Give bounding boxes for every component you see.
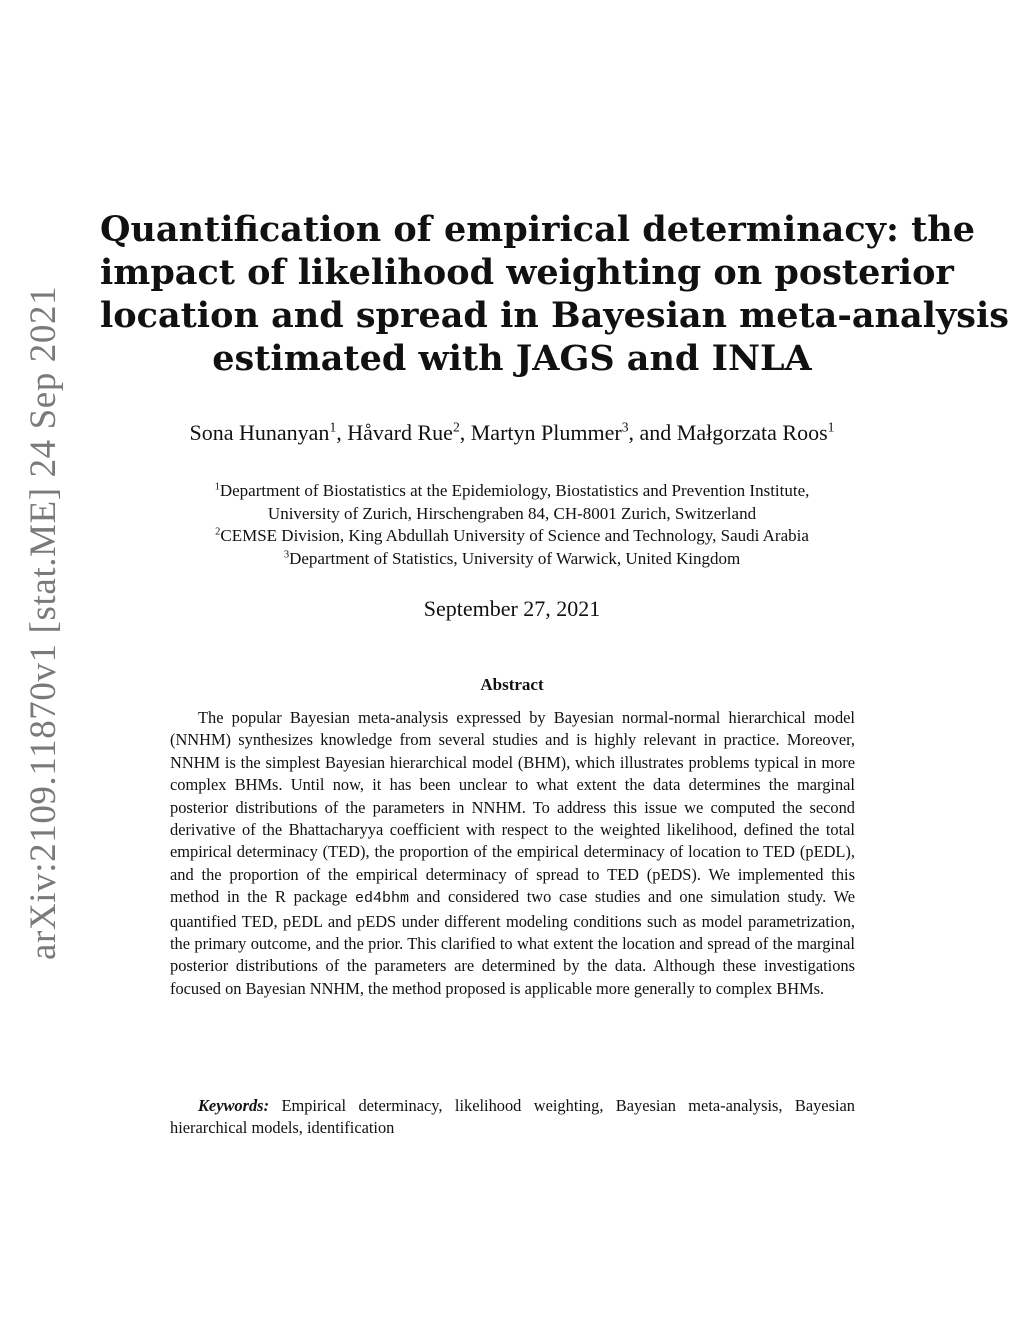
affiliation-text: CEMSE Division, King Abdullah University of Science and Technology, Saudi Arabia [220, 526, 809, 545]
affiliation-number: 3 [283, 548, 290, 560]
title-line: estimated with JAGS and INLA [212, 338, 812, 379]
affiliation-line [100, 480, 924, 503]
author-name: Sona Hunanyan [189, 420, 330, 445]
author-affiliation-mark: 2 [452, 419, 460, 435]
affiliation-text: Department of Statistics, University of Warwick, United Kingdom [289, 548, 741, 568]
publication-date: September 27, 2021 [423, 596, 601, 621]
affiliation-list [100, 480, 924, 570]
affiliation-line [100, 548, 924, 571]
title-line: Quantification of empirical determinacy: the [100, 209, 975, 250]
keywords-label: Keywords: [198, 1096, 270, 1115]
affiliation-number: 2 [215, 526, 221, 538]
abstract-heading: Abstract [480, 675, 544, 694]
keywords-text: Empirical determinacy, likelihood weighting, Bayesian meta-analysis, Bayesian hierarchical models, identification [170, 1096, 855, 1138]
affiliation-text: Department of Biostatistics at the Epidemiology, Biostatistics and Prevention Institute, [219, 481, 810, 500]
keywords-paragraph [170, 1095, 855, 1140]
abstract-text: and considered two case studies and one simulation study. We quantified TED, pEDL and pEDS under different modeling conditions such as model parametrization, the primary outcome, and the prior. This clarified to what extent the location and spread of the marginal posterior distributions of the parameters are determined by the data. Although these investigations focused on Bayesian NNHM, the method proposed is applicable more generally to complex BHMs. [170, 887, 855, 998]
author-separator: , [459, 420, 471, 445]
author-separator: , [336, 420, 348, 445]
author-name: Martyn Plummer [470, 420, 622, 445]
package-name-code: ed4bhm [354, 890, 409, 908]
abstract-text: The popular Bayesian meta-analysis expressed by Bayesian normal-normal hierarchical model (NNHM) synthesizes knowledge from several studies and is highly relevant in practice. Moreover, NNHM is the simplest Bayesian hierarchical model (BHM), which illustrates problems typical in more complex BHMs. Until now, it has been unclear to what extent the data determines the marginal posterior distributions of the parameters in NNHM. To address this issue we computed the second derivative of the Bhattacharyya coefficient with respect to the weighted likelihood, defined the total empirical determinacy (TED), the proportion of the empirical determinacy of location to TED (pEDL), and the proportion of the empirical determinacy of spread to TED (pEDS). We implemented this method in the R package [170, 708, 855, 907]
author-affiliation-mark: 1 [827, 419, 835, 435]
author-affiliation-mark: 1 [329, 419, 337, 435]
abstract-body [170, 707, 855, 1000]
affiliation-text: University of Zurich, Hirschengraben 84, CH-8001 Zurich, Switzerland [267, 503, 757, 523]
arxiv-identifier-stamp: arXiv:2109.11870v1 [stat.ME] 24 Sep 2021 [23, 285, 64, 960]
author-name: Małgorzata Roos [676, 420, 828, 445]
author-name: Håvard Rue [347, 420, 453, 445]
author-list [100, 420, 924, 446]
title-line: impact of likelihood weighting on posterior [100, 252, 954, 293]
author-separator: , and [628, 420, 677, 445]
title-line: location and spread in Bayesian meta-analysis [100, 295, 1009, 336]
paper-title [100, 208, 1009, 380]
affiliation-line [100, 503, 924, 526]
affiliation-number: 1 [214, 481, 220, 493]
author-affiliation-mark: 3 [621, 419, 629, 435]
affiliation-line [100, 525, 924, 548]
